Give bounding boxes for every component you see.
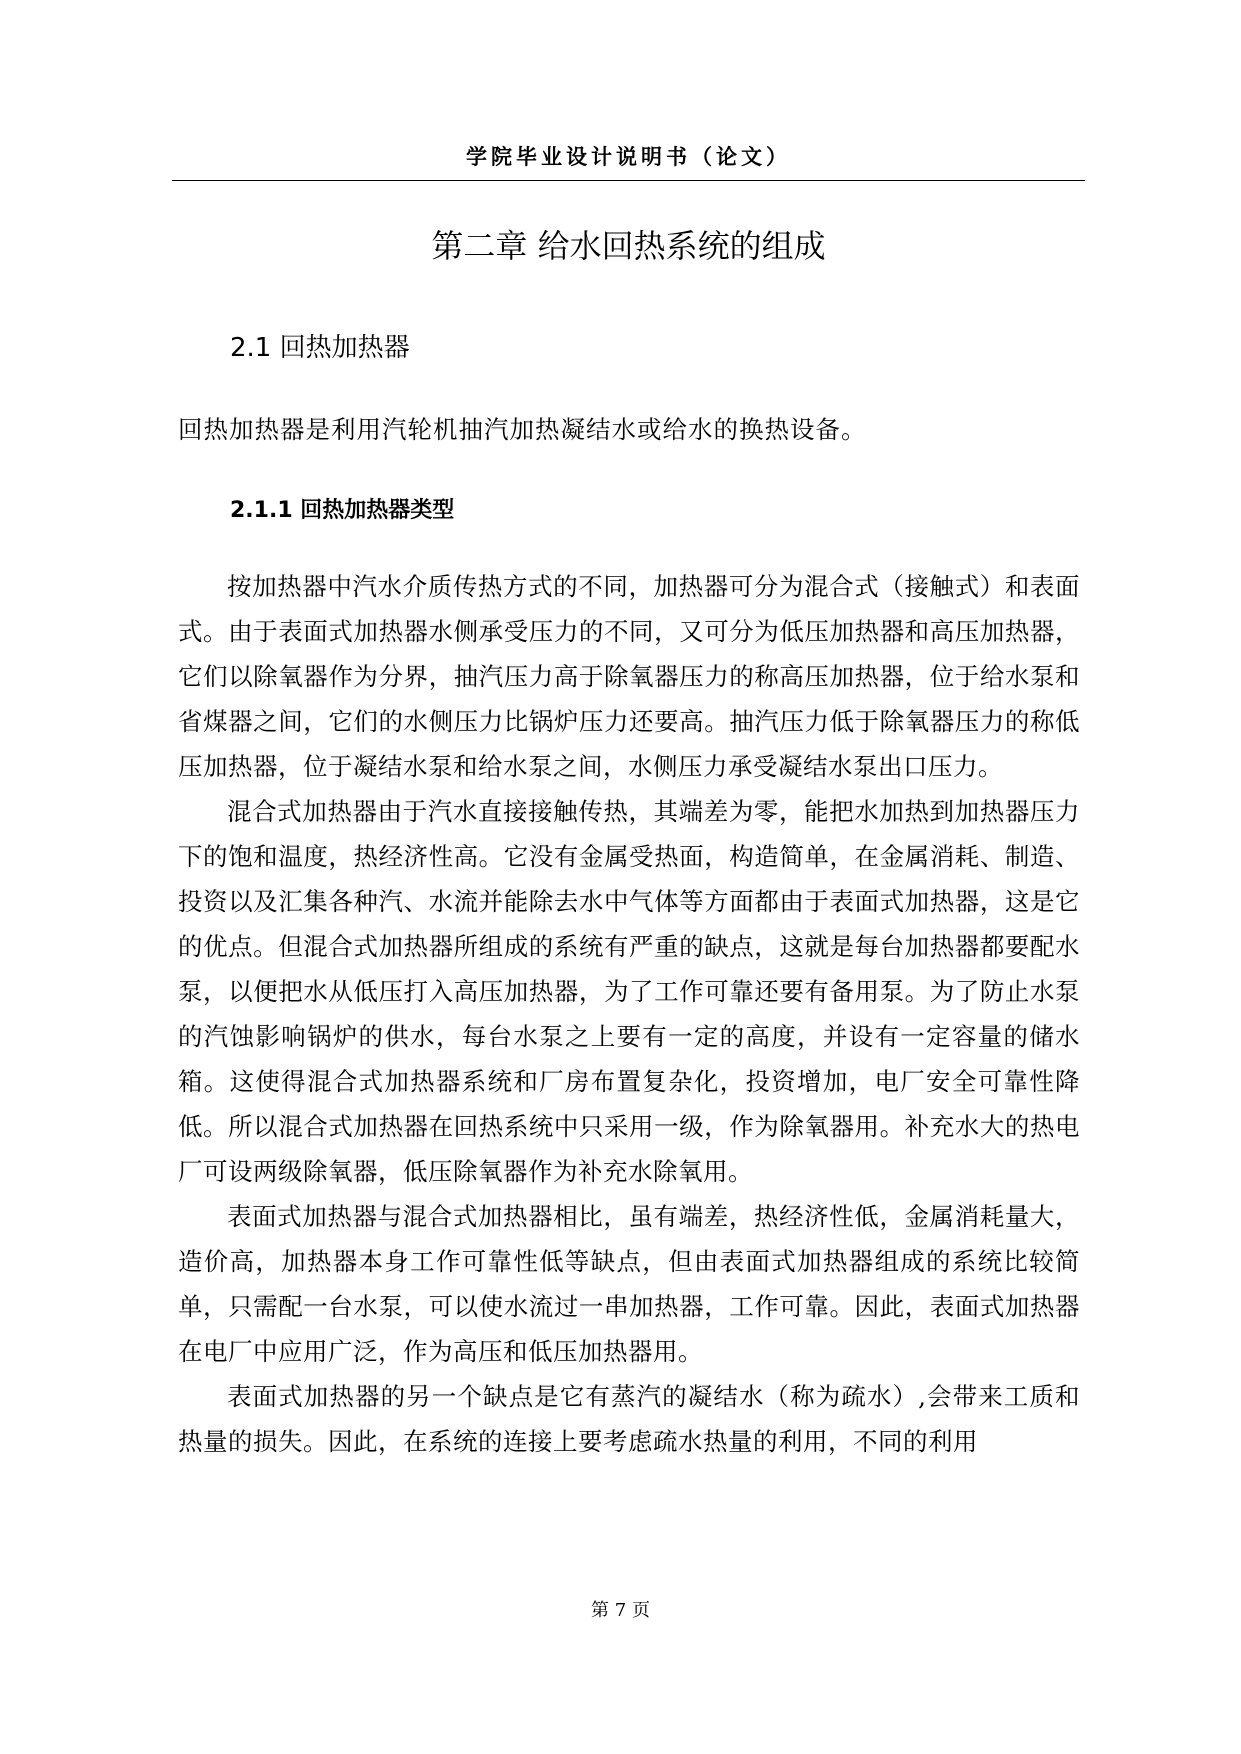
paragraph: 混合式加热器由于汽水直接接触传热，其端差为零，能把水加热到加热器压力下的饱和温度，热经济性高。它没有金属受热面，构造简单，在金属消耗、制造、投资以及汇集各种汽、水流并能除去水中气体等方面都由于表面式加热器，这是它的优点。但混合式加热器所组成的系统有严重的缺点，这就是每台加热器都要配水泵，以便把水从低压打入高压加热器，为了工作可靠还要有备用泵。为了防止水泵的汽蚀影响锅炉的供水，每台水泵之上要有一定的高度，并设有一定容量的储水箱。这使得混合式加热器系统和厂房布置复杂化，投资增加，电厂安全可靠性降低。所以混合式加热器在回热系统中只采用一级，作为除氧器用。补充水大的热电厂可设两级除氧器，低压除氧器作为补充水除氧用。 <box>178 797 1080 1186</box>
page-number: 第 7 页 <box>591 1600 650 1621</box>
paragraph: 表面式加热器的另一个缺点是它有蒸汽的凝结水（称为疏水）,会带来工质和热量的损失。因此，在系统的连接上要考虑疏水热量的利用，不同的利用 <box>178 1382 1080 1456</box>
section-heading: 2.1 回热加热器 <box>230 333 410 363</box>
body-text <box>178 564 1080 1464</box>
intro-paragraph: 回热加热器是利用汽轮机抽汽加热凝结水或给水的换热设备。 <box>178 415 867 444</box>
header-divider <box>172 180 1085 181</box>
paragraph: 按加热器中汽水介质传热方式的不同，加热器可分为混合式（接触式）和表面式。由于表面式加热器水侧承受压力的不同，又可分为低压加热器和高压加热器，它们以除氧器作为分界，抽汽压力高于除氧器压力的称高压加热器，位于给水泵和省煤器之间，它们的水侧压力比锅炉压力还要高。抽汽压力低于除氧器压力的称低压加热器，位于凝结水泵和给水泵之间，水侧压力承受凝结水泵出口压力。 <box>178 572 1080 781</box>
document-header-title: 学院毕业设计说明书（论文） <box>466 145 791 169</box>
chapter-title: 第二章 给水回热系统的组成 <box>431 227 826 265</box>
subsection-heading: 2.1.1 回热加热器类型 <box>230 498 455 523</box>
paragraph: 表面式加热器与混合式加热器相比，虽有端差，热经济性低，金属消耗量大，造价高，加热器本身工作可靠性低等缺点，但由表面式加热器组成的系统比较简单，只需配一台水泵，可以使水流过一串加热器，工作可靠。因此，表面式加热器在电厂中应用广泛，作为高压和低压加热器用。 <box>178 1202 1080 1366</box>
